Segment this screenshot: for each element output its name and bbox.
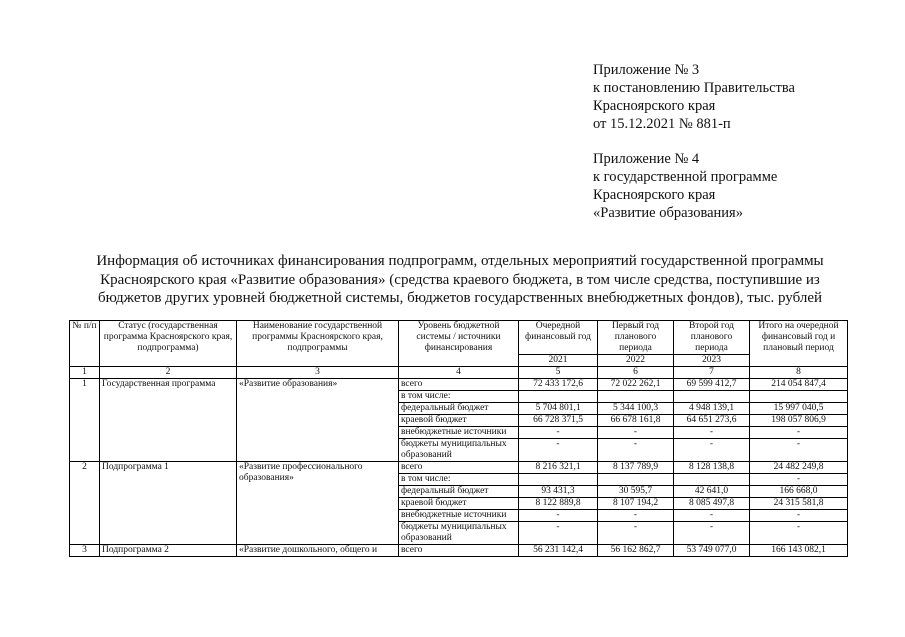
row-num: 3 [70,545,100,557]
row-total: - [750,474,848,486]
row-program-name: «Развитие дошкольного, общего и [237,545,399,557]
header-year2-value: 2022 [598,355,674,367]
column-index: 6 [598,367,674,379]
appendix-4-line: Красноярского края [593,187,716,203]
row-year2: 72 022 262,1 [598,379,674,391]
row-status: Подпрограмма 2 [100,545,237,557]
appendix-4-line: «Развитие образования» [593,205,743,221]
row-year1: 8 122 889,8 [519,498,598,510]
row-year1: 8 216 321,1 [519,462,598,474]
row-year1: - [519,510,598,522]
appendix-3-block [593,61,795,133]
header-year3: Второй год планового периода [674,321,750,355]
header-year1: Очередной финансовый год [519,321,598,355]
row-num: 1 [70,379,100,462]
column-index: 2 [100,367,237,379]
row-total: 214 054 847,4 [750,379,848,391]
row-total: 166 143 082,1 [750,545,848,557]
row-year2: 5 344 100,3 [598,403,674,415]
header-total: Итого на очередной финансовый год и плановый период [750,321,848,367]
table-row [70,545,848,557]
row-level: федеральный бюджет [399,486,519,498]
column-index-row [70,367,848,379]
row-year3: 53 749 077,0 [674,545,750,557]
row-total: 24 482 249,8 [750,462,848,474]
appendix-3-line: Приложение № 3 [593,62,700,78]
row-program-name: «Развитие образования» [237,379,399,462]
title-line: Красноярского края «Развитие образования» (средства краевого бюджета, в том числе средства, поступившие из [100,271,820,288]
row-year1 [519,391,598,403]
row-total [750,391,848,403]
row-year1: 5 704 801,1 [519,403,598,415]
row-total: - [750,522,848,545]
table-header-row [70,321,848,355]
row-year2: 8 107 194,2 [598,498,674,510]
row-level: бюджеты муниципальных образований [399,522,519,545]
row-level: всего [399,462,519,474]
row-year2: - [598,439,674,462]
row-total: 198 057 806,9 [750,415,848,427]
row-year1: - [519,427,598,439]
header-name: Наименование государственной программы Красноярского края, подпрограммы [237,321,399,367]
row-level: в том числе: [399,391,519,403]
column-index: 5 [519,367,598,379]
row-year2: 56 162 862,7 [598,545,674,557]
row-year3: - [674,510,750,522]
column-index: 8 [750,367,848,379]
appendix-4-block [593,150,777,222]
header-num: № п/п [70,321,100,367]
row-year1 [519,474,598,486]
row-year1: - [519,439,598,462]
row-year3: 69 599 412,7 [674,379,750,391]
row-level: внебюджетные источники [399,510,519,522]
row-total: 15 997 040,5 [750,403,848,415]
row-level: краевой бюджет [399,498,519,510]
row-year3: 4 948 139,1 [674,403,750,415]
row-year1: 56 231 142,4 [519,545,598,557]
row-year3: - [674,439,750,462]
row-year3: - [674,522,750,545]
table-row [70,462,848,474]
row-level: федеральный бюджет [399,403,519,415]
row-year2: - [598,510,674,522]
header-status: Статус (государственная программа Красноярского края, подпрограмма) [100,321,237,367]
document-title [60,252,860,308]
appendix-3-line: от 15.12.2021 № 881-п [593,116,731,132]
row-year2: 8 137 789,9 [598,462,674,474]
row-year2: 66 678 161,8 [598,415,674,427]
column-index: 4 [399,367,519,379]
row-year3 [674,391,750,403]
title-line: бюджетов других уровней бюджетной системы, бюджетов государственных внебюджетных фондов), тыс. рублей [97,290,823,306]
row-status: Подпрограмма 1 [100,462,237,545]
appendix-4-line: Приложение № 4 [593,151,700,167]
row-level: краевой бюджет [399,415,519,427]
row-year2: - [598,522,674,545]
row-year1: 93 431,3 [519,486,598,498]
appendix-3-line: Красноярского края [593,98,716,114]
table-row [70,379,848,391]
header-year3-value: 2023 [674,355,750,367]
row-year3: 8 085 497,8 [674,498,750,510]
row-level: в том числе: [399,474,519,486]
row-year3: 8 128 138,8 [674,462,750,474]
column-index: 7 [674,367,750,379]
column-index: 3 [237,367,399,379]
row-year3: - [674,427,750,439]
row-status: Государственная программа [100,379,237,462]
row-total: 166 668,0 [750,486,848,498]
financing-table [69,320,848,557]
title-line: Информация об источниках финансирования подпрограмм, отдельных мероприятий государственной программы [96,253,824,269]
header-year1-value: 2021 [519,355,598,367]
row-level: внебюджетные источники [399,427,519,439]
row-num: 2 [70,462,100,545]
row-level: всего [399,545,519,557]
row-program-name: «Развитие профессионального образования» [237,462,399,545]
row-year2 [598,391,674,403]
row-year3: 42 641,0 [674,486,750,498]
row-level: бюджеты муниципальных образований [399,439,519,462]
appendix-3-line: к постановлению Правительства [593,80,795,96]
row-year3 [674,474,750,486]
header-level: Уровень бюджетной системы / источники финансирования [399,321,519,367]
column-index: 1 [70,367,100,379]
row-year1: 72 433 172,6 [519,379,598,391]
row-year2 [598,474,674,486]
header-year2: Первый год планового периода [598,321,674,355]
row-total: - [750,510,848,522]
row-year1: - [519,522,598,545]
row-total: - [750,427,848,439]
row-total: - [750,439,848,462]
row-year1: 66 728 371,5 [519,415,598,427]
row-level: всего [399,379,519,391]
row-year3: 64 651 273,6 [674,415,750,427]
appendix-4-line: к государственной программе [593,169,778,185]
row-total: 24 315 581,8 [750,498,848,510]
row-year2: - [598,427,674,439]
row-year2: 30 595,7 [598,486,674,498]
